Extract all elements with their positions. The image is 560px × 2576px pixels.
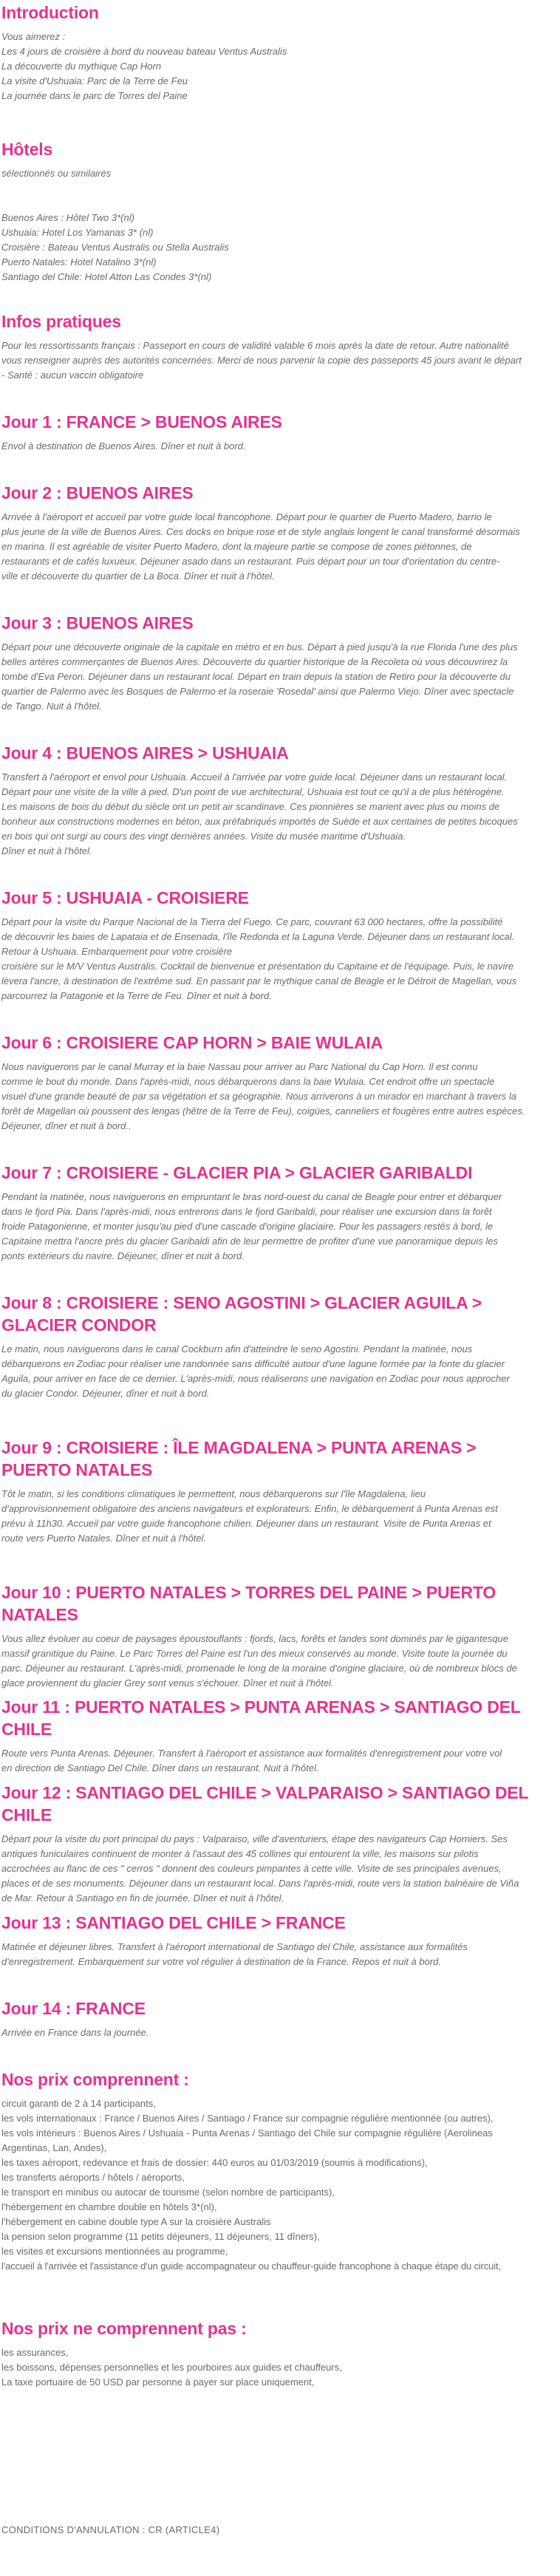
section-body <box>0 30 560 103</box>
cancellation-conditions: CONDITIONS D'ANNULATION : CR (ARTICLE4) <box>1 2524 220 2535</box>
text-line: Vous allez évoluer au coeur de paysages époustouflants : fjords, lacs, forêts et landes sont dominés par le gigantesque <box>1 1633 509 1644</box>
text-line: Vous aimerez : <box>1 31 66 42</box>
list-item: le transport en minibus ou autocar de tourisme (selon nombre de participants), <box>1 2187 335 2198</box>
text-line: Départ pour la visite du port principal du pays : Valparaiso, ville d'aventuriers, étape des navigateurs Cap Horniers. Ses <box>1 1833 508 1844</box>
text-line: restaurants et de cafés luxueux. Déjeuner asado dans un restaurant. Puis départ pour un tour d'orientation du centre- <box>1 556 500 567</box>
text-line: prévu à 11h30. Accueil par votre guide francophone chilien. Déjeuner dans un restaurant. Visite de Punta Arenas et <box>1 1518 491 1529</box>
text-line: visuel d'une grande beauté de par sa végétation et sa géographie. Nous arriverons à un mirador en marchant à travers la <box>1 1091 516 1102</box>
section-prices-included <box>0 2068 560 2274</box>
section-title: Nos prix comprennent : <box>1 2070 189 2089</box>
hotel-line: Croisière : Bateau Ventus Australis ou Stella Australis <box>1 242 229 253</box>
text-line: Route vers Punta Arenas. Déjeuner. Transfert à l'aéroport et assistance aux formalités d'enregistrement pour votre vol <box>1 1748 502 1759</box>
text-line: lèvera l'ancre, à destination de l'extrême sud. En passant par le mythique canal de Beagle et le Détroit de Magellan, vous <box>1 975 517 987</box>
day-6 <box>0 1032 560 1134</box>
list-item: les assurances, <box>1 2347 69 2358</box>
text-line: débarquerons en Zodiac pour réaliser une randonnée sans difficulté autour d'une lagune formée par la fonte du glacier <box>1 1358 505 1369</box>
day-body <box>0 510 560 584</box>
list-item: l'accueil à l'arrivée et l'assistance d'un guide accompagnateur ou chauffeur-guide francophone à chaque étape du circuit, <box>1 2260 501 2272</box>
list-item: les vols intérieurs : Buenos Aires / Ushuaia - Punta Arenas / Santiago del Chile sur compagnie régulière (Aerolineas <box>1 2127 493 2139</box>
day-5 <box>0 887 560 1004</box>
section-infos-pratiques <box>0 310 560 383</box>
text-line: Arrivée à l'aéroport et accueil par votre guide local francophone. Départ pour le quartier de Puerto Madero, barrio le <box>1 511 492 522</box>
text-line: Départ pour la visite du Parque Nacional de la Tierra del Fuego. Ce parc, couvrant 63 000 hectares, offre la possibilité <box>1 916 503 927</box>
day-title: Jour 13 : SANTIAGO DEL CHILE > FRANCE <box>1 1913 346 1932</box>
section-introduction <box>0 1 560 103</box>
day-9 <box>0 1437 560 1546</box>
day-title: Jour 2 : BUENOS AIRES <box>1 483 194 502</box>
day-body <box>0 1190 560 1264</box>
text-line: vous renseigner auprès des autorités concernées. Merci de nous parvenir la copie des passeports 45 jours avant le départ <box>1 355 522 366</box>
list-item: l'hébergement en cabine double type A sur la croisière Australis <box>1 2216 271 2227</box>
text-line: glace proviennent du glacier Grey sont venus s'échouer. Dîner et nuit à l'hôtel. <box>1 1677 334 1689</box>
text-line: Retour à Ushuaia. Embarquement pour votre croisière <box>1 946 233 957</box>
text-line: ponts extérieurs du navire. Déjeuner, dîner et nuit à bord. <box>1 1250 245 1261</box>
text-line: plus jeune de la ville de Buenos Aires. Ces docks en brique rose et de style anglais longent le canal transformé désormais <box>1 526 520 537</box>
text-line: Arrivée en France dans la journée. <box>1 2027 149 2038</box>
day-body <box>0 1342 560 1401</box>
list-item: La taxe portuaire de 50 USD par personne à payer sur place uniquement, <box>1 2376 315 2388</box>
day-body <box>0 1060 560 1134</box>
text-line: bonheur aux constructions modernes en béton, aux préfabriqués importés de Suède et aux centaines de petites bicoques <box>1 816 518 827</box>
hotel-line: Puerto Natales: Hotel Natalino 3*(nl) <box>1 256 157 268</box>
text-line: Les 4 jours de croisière à bord du nouveau bateau Ventus Australis <box>1 46 287 57</box>
day-14 <box>0 1997 560 2040</box>
text-line: Les maisons de bois du début du siècle ont un petit air scandinave. Ces pionnières se marient avec plus ou moins de <box>1 801 500 812</box>
hotel-line: Buenos Aires : Hôtel Two 3*(nl) <box>1 212 134 223</box>
hotel-line: Santiago del Chile: Hotel Atton Las Condes 3*(nl) <box>1 271 212 282</box>
text-line: de Tango. Nuit à l'hôtel. <box>1 701 102 712</box>
text-line: d'approvisionnement obligatoire des anciens navigateurs et explorateurs. Enfin, le débarquement à Punta Arenas est <box>1 1503 498 1514</box>
section-title: Hôtels <box>1 140 53 159</box>
text-line: dans le fjord Pia. Dans l'après-midi, nous entrerons dans le fjord Garibaldi, pour réaliser une excursion dans la forêt <box>1 1206 492 1217</box>
text-line: Tôt le matin, si les conditions climatiques le permettent, nous débarquerons sur l'île Magdalena, lieu <box>1 1488 426 1499</box>
text-line: Pendant la matinée, nous naviguerons en empruntant le bras nord-ouest du canal de Beagle pour entrer et débarquer <box>1 1191 502 1202</box>
text-line: places et de ses monuments. Déjeuner dans un restaurant local. Dans l'après-midi, route vers la station balnéaire de Viña <box>1 1878 519 1889</box>
day-body <box>0 1632 560 1691</box>
text-line: Pour les ressortissants français : Passeport en cours de validité valable 6 mois après la date de retour. Autre nationalité <box>1 340 509 351</box>
day-7 <box>0 1162 560 1264</box>
section-title: Infos pratiques <box>1 312 121 331</box>
text-line: Déjeuner, dîner et nuit à bord.. <box>1 1120 132 1131</box>
text-line: route vers Puerto Natales. Dîner et nuit à l'hôtel. <box>1 1533 207 1544</box>
text-line: belles artères commerçantes de Buenos Aires. Découverte du quartier historique de la Recoleta où vous découvrirez la <box>1 656 508 667</box>
list-item: l'hébergement en chambre double en hôtels 3*(nl), <box>1 2201 217 2212</box>
list-item: la pension selon programme (11 petits déjeuners, 11 déjeuners, 11 dîners), <box>1 2231 320 2242</box>
text-line: Départ pour une découverte originale de la capitale en métro et en bus. Départ à pied jusqu'à la rue Florida l'une des plus <box>1 641 518 652</box>
day-body <box>0 1940 560 1969</box>
text-line: comme le bout du monde. Dans l'après-midi, nous débarquerons dans la baie Wulaia. Cet endroit offre un spectacle <box>1 1076 495 1087</box>
text-line: parcourrez la Patagonie et la Terre de Feu. Dîner et nuit à bord. <box>1 990 272 1001</box>
section-title: Introduction <box>1 3 99 22</box>
section-hotels <box>0 138 560 284</box>
day-title: Jour 4 : BUENOS AIRES > USHUAIA <box>1 743 289 763</box>
text-line: ville et découverte du quartier de La Boca. Dîner et nuit à l'hôtel. <box>1 570 275 582</box>
day-title: Jour 7 : CROISIERE - GLACIER PIA > GLACIER GARIBALDI <box>1 1163 473 1182</box>
day-title: Jour 3 : BUENOS AIRES <box>1 613 194 633</box>
text-line: accrochées au flanc de ces " cerros " donnent des couleurs pimpantes à cette ville. Visite de ses principales avenues, <box>1 1863 502 1874</box>
section-body <box>0 2345 560 2390</box>
text-line: La journée dans le parc de Torres del Paine <box>1 90 188 101</box>
list-item: les vols internationaux : France / Buenos Aires / Santiago / France sur compagnie régulière mentionnée (ou autres), <box>1 2113 494 2124</box>
day-title: Jour 12 : SANTIAGO DEL CHILE > VALPARAISO > SANTIAGO DEL CHILE <box>1 1783 528 1824</box>
list-item: les transferts aéroports / hôtels / aéroports, <box>1 2172 185 2183</box>
text-line: Capitaine mettra l'ancre près du glacier Garibaldi afin de leur permettre de profiter d'une vue panoramique depuis les <box>1 1236 498 1247</box>
day-title: Jour 11 : PUERTO NATALES > PUNTA ARENAS > SANTIAGO DEL CHILE <box>1 1697 521 1739</box>
day-body <box>0 439 560 454</box>
day-title: Jour 9 : CROISIERE : ÎLE MAGDALENA > PUNTA ARENAS > PUERTO NATALES <box>1 1438 477 1479</box>
day-title: Jour 6 : CROISIERE CAP HORN > BAIE WULAIA <box>1 1033 383 1052</box>
text-line: massif granitique du Paine. Le Parc Torres del Paine est l'un des mieux conservés au monde. Visite toute la journée du <box>1 1648 508 1659</box>
day-body <box>0 1746 560 1776</box>
day-title: Jour 8 : CROISIERE : SENO AGOSTINI > GLACIER AGUILA > GLACIER CONDOR <box>1 1293 482 1335</box>
day-12 <box>0 1782 560 1906</box>
day-10 <box>0 1581 560 1691</box>
day-body <box>0 770 560 859</box>
text-line: antiques funiculaires continuent de monter à l'assaut des 45 collines qui entourent la ville, les maisons sur pilotis <box>1 1848 479 1859</box>
list-item: les boissons, dépenses personnelles et les pourboires aux guides et chauffeurs, <box>1 2362 342 2373</box>
section-body <box>0 2096 560 2274</box>
day-title: Jour 1 : FRANCE > BUENOS AIRES <box>1 412 282 432</box>
day-body <box>0 1832 560 1906</box>
list-item: les visites et excursions mentionnées au programme, <box>1 2246 228 2257</box>
text-line: Départ pour une visite de la ville à pied. D'un point de vue architectural, Ushuaia est tout ce qu'il a de plus hétérogène. <box>1 786 505 797</box>
list-item: circuit garanti de 2 à 14 participants, <box>1 2098 156 2109</box>
hotels-subtitle: sélectionnés ou similaires <box>1 168 112 179</box>
section-body <box>0 166 560 284</box>
text-line: Dîner et nuit à l'hôtel. <box>1 845 92 856</box>
text-line: du glacier Condor. Déjeuner, dîner et nuit à bord. <box>1 1388 210 1399</box>
text-line: - Santé : aucun vaccin obligatoire <box>1 369 144 381</box>
text-line: La visite d'Ushuaia: Parc de la Terre de Feu <box>1 75 188 86</box>
day-body <box>0 640 560 714</box>
day-3 <box>0 612 560 714</box>
text-line: croisière sur le M/V Ventus Australis. Cocktail de bienvenue et présentation du Capitaine et de l'équipage. Puis, le navire <box>1 961 514 972</box>
text-line: en marina. Il est agréable de visiter Puerto Madero, dont la majeure partie se compose de zones piétonnes, de <box>1 541 472 552</box>
day-2 <box>0 482 560 584</box>
day-1 <box>0 411 560 454</box>
text-line: Aguila, pour arriver en face de ce dernier. L'après-midi, nous réaliserons une navigation en Zodiac pour nous approcher <box>1 1373 510 1384</box>
day-4 <box>0 742 560 859</box>
text-line: Le matin, nous naviguerons dans le canal Cockburn afin d'atteindre le seno Agostini. Pendant la matinée, nous <box>1 1343 473 1355</box>
text-line: forêt de Magellan où poussent des lengas (hêtre de la Terre de Feu), coigües, canneliers et fougères entre autres espèces. <box>1 1105 525 1117</box>
text-line: froide Patagonienne, et monter jusqu'au pied d'une cascade d'origine glaciaire. Pour les passagers restés à bord, le <box>1 1221 494 1232</box>
day-8 <box>0 1292 560 1401</box>
day-body <box>0 915 560 1004</box>
text-line: Nous naviguerons par le canal Murray et la baie Nassau pour arriver au Parc National du Cap Horn. Il est connu <box>1 1061 478 1072</box>
text-line: Transfert à l'aéroport et envol pour Ushuaia. Accueil à l'arrivée par votre guide local. Déjeuner dans un restaurant local. <box>1 771 508 783</box>
text-line: en bois qui ont surgi au cours des vingt dernières années. Visite du musée maritime d'Ushuaia. <box>1 831 406 842</box>
text-line: parc. Déjeuner au restaurant. L'après-midi, promenade le long de la moraine d'origine glaciaire, où de nombreux blocs de <box>1 1663 517 1674</box>
day-13 <box>0 1912 560 1969</box>
list-item: les taxes aéroport, redevance et frais de dossier: 440 euros au 01/03/2019 (soumis à modifications), <box>1 2157 428 2168</box>
day-title: Jour 5 : USHUAIA - CROISIERE <box>1 888 249 907</box>
text-line: tombe d'Eva Peron. Déjeuner dans un restaurant local. Départ en train depuis la station de Retiro pour la découverte du <box>1 671 511 682</box>
list-item: Argentinas, Lan, Andes), <box>1 2142 107 2153</box>
text-line: en direction de Santiago Del Chile. Dîner dans un restaurant. Nuit à l'hôtel. <box>1 1762 319 1773</box>
hotel-line: Ushuaia: Hotel Los Yamanas 3* (nl) <box>1 227 154 238</box>
day-body <box>0 1487 560 1546</box>
text-line: Envol à destination de Buenos Aires. Dîner et nuit à bord. <box>1 440 246 452</box>
text-line: quartier de Palermo avec les Bosques de Palermo et la roseraie 'Rosedal' ainsi que Palermo Viejo. Dîner avec spectacle <box>1 686 514 697</box>
day-title: Jour 10 : PUERTO NATALES > TORRES DEL PAINE > PUERTO NATALES <box>1 1583 496 1624</box>
text-line: de découvrir les baies de Lapataia et de Ensenada, l'île Redonda et la Laguna Verde. Déjeuner dans un restaurant local. <box>1 931 515 942</box>
section-body <box>0 338 560 383</box>
day-body <box>0 2025 560 2040</box>
day-title: Jour 14 : FRANCE <box>1 1999 146 2018</box>
section-title: Nos prix ne comprennent pas : <box>1 2319 247 2338</box>
section-prices-excluded <box>0 2317 560 2390</box>
text-line: d'enregistrement. Embarquement sur votre vol régulier à destination de la France. Repos et nuit à bord. <box>1 1956 442 1967</box>
text-line: de Mar. Retour à Santiago en fin de journée. Dîner et nuit à l'hôtel. <box>1 1892 284 1904</box>
text-line: Matinée et déjeuner libres. Transfert à l'aéroport international de Santiago del Chile, assistance aux formalités <box>1 1941 468 1952</box>
day-11 <box>0 1696 560 1776</box>
text-line: La découverte du mythique Cap Horn <box>1 61 162 72</box>
